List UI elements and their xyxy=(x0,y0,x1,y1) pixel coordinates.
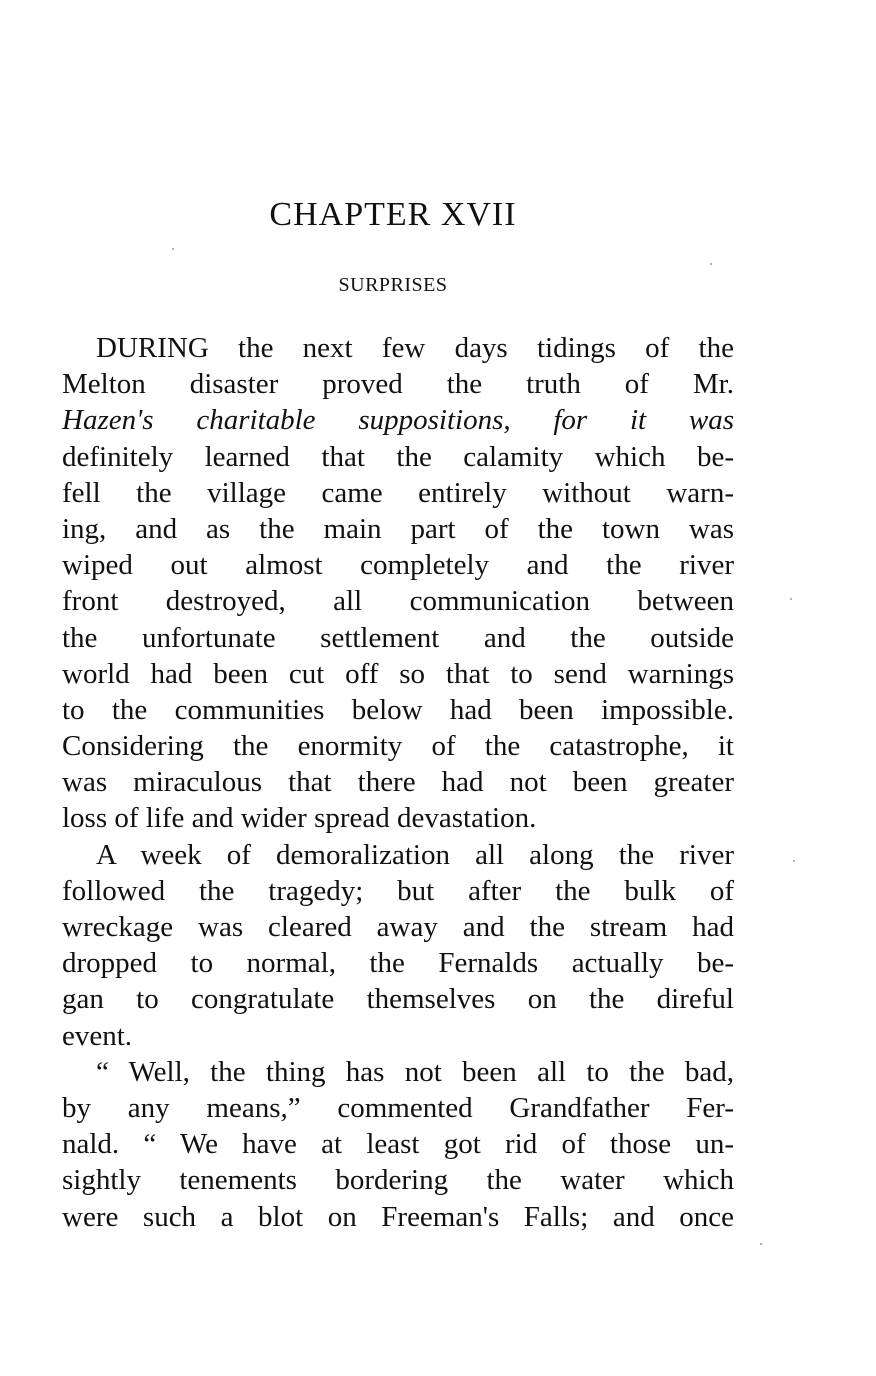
text-line: was miraculous that there had not been greater xyxy=(62,766,734,799)
scan-speck xyxy=(790,598,792,600)
text-line: wiped out almost completely and the river xyxy=(62,549,734,582)
text-line: followed the tragedy; but after the bulk of xyxy=(62,874,734,907)
text-line: A week of demoralization all along the river xyxy=(96,838,734,871)
text-line: world had been cut off so that to send warnings xyxy=(62,657,734,690)
text-line: definitely learned that the calamity which be- xyxy=(62,440,734,473)
text-line: Hazen's charitable suppositions, for it was xyxy=(62,404,734,437)
paragraph xyxy=(62,837,734,1054)
text-line: to the communities below had been impossible. xyxy=(62,693,734,726)
text-line: fell the village came entirely without warn- xyxy=(62,476,734,509)
text-line: wreckage was cleared away and the stream had xyxy=(62,911,734,943)
text-line: DURING the next few days tidings of the xyxy=(96,332,734,364)
text-line: dropped to normal, the Fernalds actually be- xyxy=(62,947,734,980)
text-line: the unfortunate settlement and the outside xyxy=(62,621,734,654)
paragraph xyxy=(62,330,734,837)
text-line: sightly tenements bordering the water which xyxy=(62,1164,734,1197)
scan-speck xyxy=(710,263,712,265)
text-line: ing, and as the main part of the town was xyxy=(62,512,734,545)
text-line: “ Well, the thing has not been all to the bad, xyxy=(96,1055,734,1088)
chapter-title: SURPRISES xyxy=(338,274,448,296)
scan-speck xyxy=(172,248,174,250)
body-text xyxy=(62,330,734,1235)
text-line: front destroyed, all communication between xyxy=(62,585,734,618)
text-line: Melton disaster proved the truth of Mr. xyxy=(62,368,734,401)
scan-speck xyxy=(760,1243,762,1245)
text-line: event. xyxy=(62,1019,133,1052)
chapter-heading: CHAPTER XVII xyxy=(269,196,517,233)
text-line: gan to congratulate themselves on the direful xyxy=(62,983,734,1016)
text-line: by any means,” commented Grandfather Fer- xyxy=(62,1091,734,1124)
text-line: loss of life and wider spread devastation. xyxy=(62,802,537,835)
text-line: Considering the enormity of the catastrophe, it xyxy=(62,730,734,763)
scan-speck xyxy=(793,860,795,862)
paragraph xyxy=(62,1054,734,1235)
text-line: were such a blot on Freeman's Falls; and once xyxy=(62,1200,734,1233)
text-line: nald. “ We have at least got rid of those un- xyxy=(62,1128,734,1161)
